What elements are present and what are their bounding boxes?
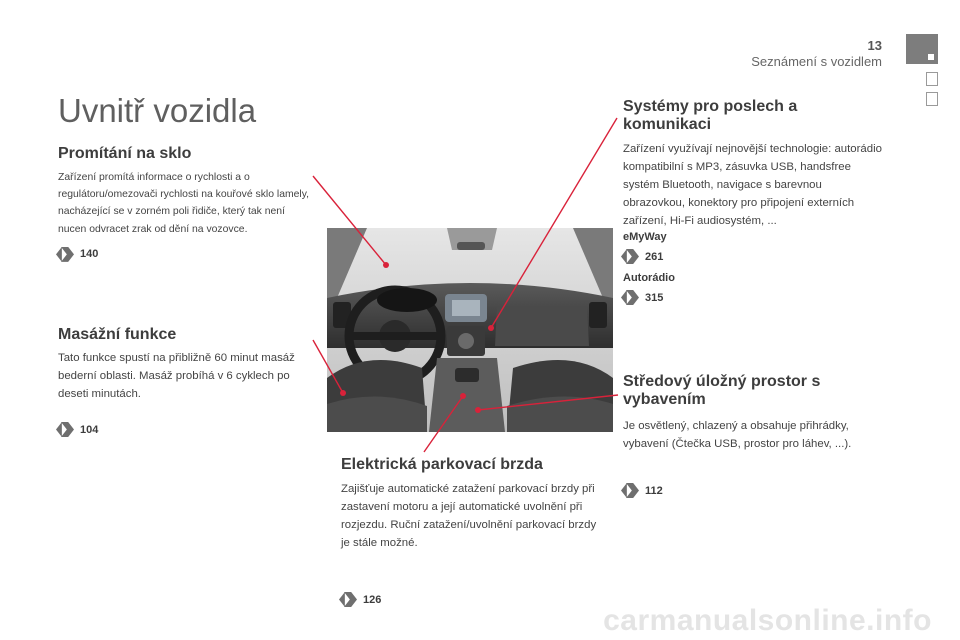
page-reference[interactable]: 126 xyxy=(344,592,603,607)
dashboard-illustration xyxy=(327,228,613,432)
page-ref-icon xyxy=(61,422,74,437)
section-heading: Elektrická parkovací brzda xyxy=(341,456,543,473)
chapter-title: Seznámení s vozidlem xyxy=(751,54,882,69)
chapter-tab xyxy=(926,92,938,106)
section-heading: Promítání na sklo xyxy=(58,145,192,162)
section-audio xyxy=(623,98,885,305)
page-number: 13 xyxy=(867,38,882,53)
page-reference[interactable]: 261 xyxy=(626,249,885,264)
page-reference[interactable]: 140 xyxy=(61,247,313,262)
page-ref-icon xyxy=(626,483,639,498)
chapter-tab xyxy=(926,72,938,86)
page-ref-icon xyxy=(626,290,639,305)
section-heading: Středový úložný prostor s vybavením xyxy=(623,373,821,408)
section-text: Je osvětlený, chlazený a obsahuje přihrádky, vybavení (Čtečka USB, prostor pro láhev, ...). xyxy=(623,420,852,450)
watermark: carmanualsonline.info xyxy=(603,604,932,637)
page-title: Uvnitř vozidla xyxy=(58,92,257,129)
page-ref-icon xyxy=(626,249,639,264)
page-reference[interactable]: 112 xyxy=(626,483,885,498)
section-text: Zařízení využívají nejnovější technologie: autorádio kompatibilní s MP3, zásuvka USB, handsfree systém Bluetooth, navigace s barevnou obrazovkou, konektory pro připojení externích zařízení, Hi-Fi audiosystém, ... xyxy=(623,143,882,227)
chapter-tab-active xyxy=(906,34,938,64)
subheading-emyway: eMyWay xyxy=(623,231,667,243)
subheading-autoradio: Autorádio xyxy=(623,272,675,284)
section-text: Tato funkce spustí na přibližně 60 minut masáž bederní oblasti. Masáž probíhá v 6 cyklech po deseti minutách. xyxy=(58,352,295,400)
page-reference[interactable]: 315 xyxy=(626,290,885,305)
page-ref-icon xyxy=(344,592,357,607)
section-text: Zajišťuje automatické zatažení parkovací brzdy při zastavení motoru a její automatické uvolnění při rozjezdu. Ruční zatažení/uvolnění parkovací brzdy je stále možné. xyxy=(341,483,597,549)
page-ref-icon xyxy=(61,247,74,262)
section-hud xyxy=(58,145,313,262)
interior-photo xyxy=(327,228,613,432)
section-heading: Masážní funkce xyxy=(58,326,177,343)
section-storage xyxy=(623,373,885,498)
section-massage xyxy=(58,326,298,437)
section-text: Zařízení promítá informace o rychlosti a o regulátoru/omezovači rychlosti na kouřové sklo lamely, nacházející se v zorném poli řidiče, který tak není nucen odvracet zrak od dění na vozovce. xyxy=(58,172,310,235)
section-parking-brake xyxy=(341,456,603,607)
section-heading: Systémy pro poslech a komunikaci xyxy=(623,98,798,133)
page-reference[interactable]: 104 xyxy=(61,422,298,437)
